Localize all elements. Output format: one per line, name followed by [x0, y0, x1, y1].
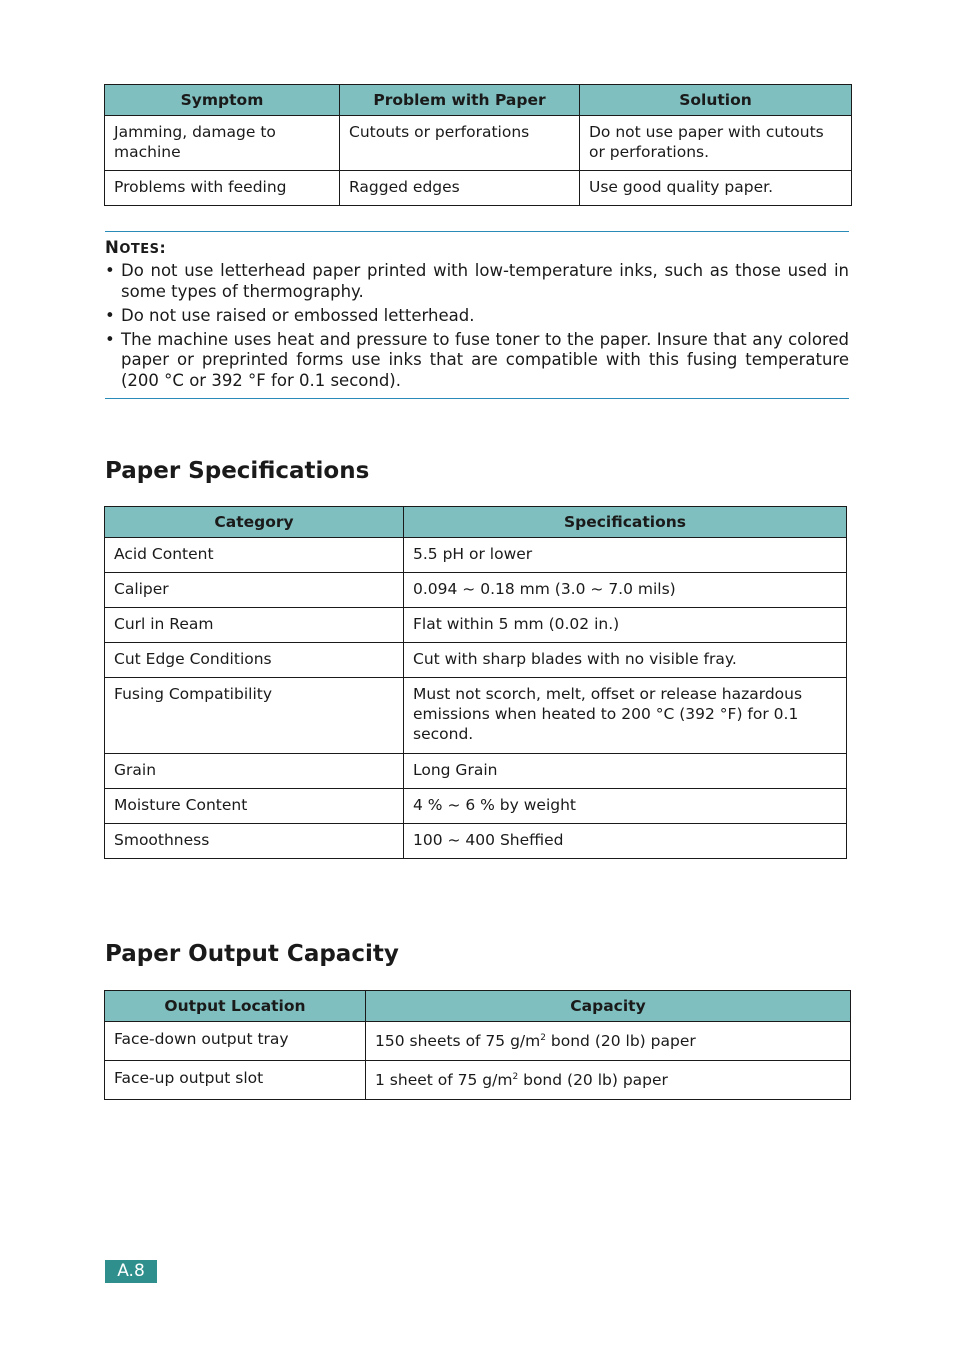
table-cell: Cut with sharp blades with no visible fray. [404, 643, 847, 678]
table-header-row [105, 991, 851, 1022]
bullet: • [105, 261, 115, 280]
table-row [105, 608, 847, 643]
list-item [105, 330, 849, 392]
capacity-text: bond (20 lb) paper [518, 1071, 668, 1089]
bullet: • [105, 305, 115, 325]
table-row [105, 538, 847, 573]
paper-output-capacity-table [104, 990, 851, 1100]
column-header: Capacity [366, 991, 851, 1022]
list-item [105, 306, 849, 327]
table-cell: Moisture Content [105, 789, 404, 824]
notes-heading-first-letter: N [105, 238, 120, 257]
table-cell: Must not scorch, melt, offset or release hazardous emissions when heated to 200 °C (392 °F) for 0.1 second. [404, 678, 847, 754]
table-row [105, 1061, 851, 1100]
table-cell: Ragged edges [340, 171, 580, 206]
table-cell: Long Grain [404, 754, 847, 789]
column-header: Output Location [105, 991, 366, 1022]
table-cell: Grain [105, 754, 404, 789]
note-text: Do not use letterhead paper printed with low-temperature inks, such as those used in some types of thermography. [121, 261, 849, 301]
column-header: Problem with Paper [340, 85, 580, 116]
table-cell: Jamming, damage to machine [105, 116, 340, 171]
capacity-text: 150 sheets of 75 g/m [375, 1032, 541, 1050]
table-cell: Curl in Ream [105, 608, 404, 643]
table-header-row [105, 85, 852, 116]
table-cell: 0.094 ~ 0.18 mm (3.0 ~ 7.0 mils) [404, 573, 847, 608]
table-row [105, 573, 847, 608]
table-cell: Acid Content [105, 538, 404, 573]
table-row [105, 789, 847, 824]
table-cell: Cutouts or perforations [340, 116, 580, 171]
table-cell: Smoothness [105, 824, 404, 859]
table-cell: Flat within 5 mm (0.02 in.) [404, 608, 847, 643]
column-header: Symptom [105, 85, 340, 116]
capacity-text: 1 sheet of 75 g/m [375, 1071, 513, 1089]
table-row [105, 116, 852, 171]
paper-problems-table [104, 84, 852, 206]
table-cell: Face-up output slot [105, 1061, 366, 1100]
table-row [105, 754, 847, 789]
table-cell [366, 1022, 851, 1061]
table-cell: Do not use paper with cutouts or perforations. [580, 116, 852, 171]
bullet: • [105, 329, 115, 349]
table-cell: 4 % ~ 6 % by weight [404, 789, 847, 824]
note-text: The machine uses heat and pressure to fuse toner to the paper. Insure that any colored paper or preprinted forms use inks that are compatible with this fusing temperature (200 °C or 392 °F for 0.1 second). [121, 329, 849, 390]
table-row [105, 824, 847, 859]
page-number-badge: A.8 [105, 1260, 157, 1283]
section-title: Paper Output Capacity [105, 941, 399, 967]
list-item [105, 261, 849, 302]
section-title: Paper Specifications [105, 458, 370, 484]
note-text: Do not use raised or embossed letterhead. [121, 305, 475, 325]
table-row [105, 1022, 851, 1061]
capacity-text: bond (20 lb) paper [545, 1032, 696, 1050]
table-cell: Caliper [105, 573, 404, 608]
table-cell: 5.5 pH or lower [404, 538, 847, 573]
superscript: 2 [512, 1071, 519, 1082]
table-cell [366, 1061, 851, 1100]
table-cell: Use good quality paper. [580, 171, 852, 206]
table-cell: Cut Edge Conditions [105, 643, 404, 678]
notes-heading-rest: OTES [119, 242, 160, 257]
paper-specifications-table [104, 506, 847, 859]
notes-heading: NOTES: [105, 238, 167, 257]
column-header: Specifications [404, 507, 847, 538]
table-cell: 100 ~ 400 Sheffied [404, 824, 847, 859]
table-row [105, 171, 852, 206]
table-header-row [105, 507, 847, 538]
table-cell: Face-down output tray [105, 1022, 366, 1061]
column-header: Category [105, 507, 404, 538]
column-header: Solution [580, 85, 852, 116]
notes-box [105, 231, 849, 399]
table-row [105, 643, 847, 678]
table-cell: Fusing Compatibility [105, 678, 404, 754]
notes-list [105, 261, 849, 391]
superscript: 2 [540, 1032, 546, 1043]
table-cell: Problems with feeding [105, 171, 340, 206]
table-row [105, 678, 847, 754]
